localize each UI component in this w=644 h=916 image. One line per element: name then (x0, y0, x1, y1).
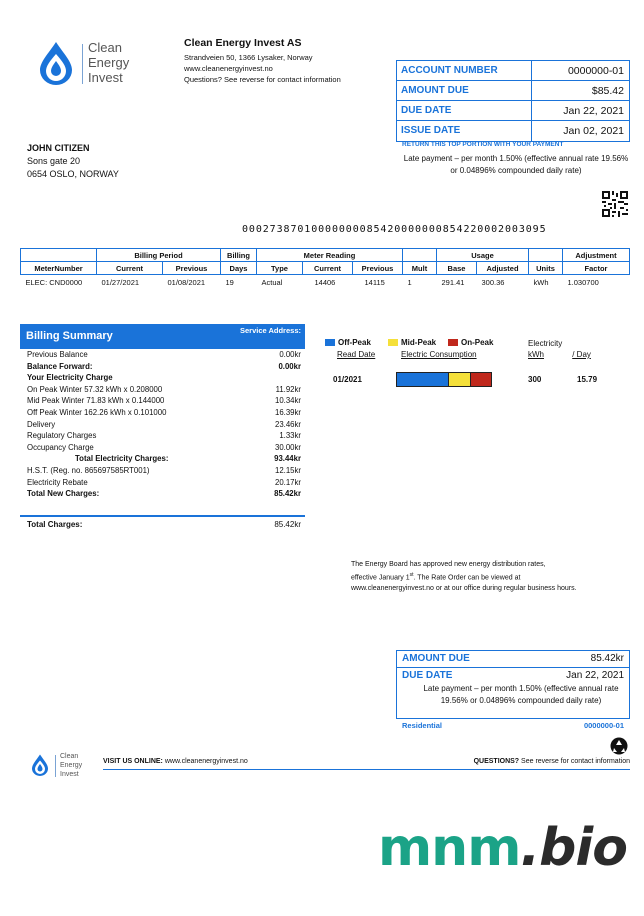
cell: 300.36 (481, 277, 505, 287)
visit-url[interactable]: www.cleanenergyinvest.no (164, 758, 248, 765)
company-name: Clean Energy Invest AS (184, 37, 302, 49)
summary-line-label: Delivery (27, 419, 56, 429)
summary-line-value: 20.17kr (274, 477, 301, 487)
account-row (397, 61, 629, 81)
return-note: RETURN THIS TOP PORTION WITH YOUR PAYMENT (402, 141, 564, 148)
legend-off-peak (325, 338, 371, 347)
stub-date-row (397, 668, 629, 683)
board-line2a: effective January 1 (351, 574, 410, 582)
issue-date-label: ISSUE DATE (397, 121, 532, 141)
company-website[interactable]: www.cleanenergyinvest.no (184, 64, 273, 73)
col-reading-current: Current (303, 262, 353, 275)
stub-date-value: Jan 22, 2021 (566, 670, 624, 681)
stub-amount-label: AMOUNT DUE (402, 653, 470, 664)
summary-line (27, 395, 301, 407)
col-base: Base (437, 262, 477, 275)
group-header-billing-period: Billing Period (97, 249, 221, 262)
summary-line-value: 0.00kr (279, 350, 301, 359)
account-type: Residential (402, 721, 443, 730)
logo-line3: Invest (88, 70, 123, 85)
cell: 1.030700 (567, 277, 599, 287)
table-column-header-row (21, 262, 630, 275)
off-peak-segment (397, 373, 449, 386)
summary-line-value: 85.42kr (274, 489, 301, 499)
energy-board-note (351, 559, 626, 594)
total-charges-value: 85.42kr (274, 520, 301, 529)
summary-line-label: H.S.T. (Reg. no. 865697585RT001) (27, 465, 150, 475)
cell: 1 (407, 277, 412, 287)
group-header-blank2 (403, 249, 437, 262)
summary-line (27, 453, 301, 465)
total-charges-row (27, 520, 301, 529)
watermark-part2: .bio (520, 818, 627, 878)
due-date-label: DUE DATE (397, 101, 532, 120)
footer-logo-line1: Clean (60, 753, 79, 760)
group-header-meter-reading: Meter Reading (257, 249, 403, 262)
legend-mid-peak (388, 338, 436, 347)
legend-label: On-Peak (461, 338, 494, 347)
summary-line-value: 30.00kr (274, 442, 301, 452)
col-mult: Mult (403, 262, 437, 275)
total-charges-label: Total Charges: (27, 520, 83, 529)
group-header-blank (21, 249, 97, 262)
kwh-header (528, 338, 591, 360)
cell: 01/08/2021 (167, 277, 206, 287)
qr-code-icon (602, 191, 628, 217)
summary-line-label: On Peak Winter 57.32 kWh x 0.208000 (27, 384, 163, 394)
summary-line (27, 361, 301, 373)
summary-line (27, 384, 301, 396)
amount-due-value: $85.42 (591, 85, 624, 97)
summary-line-value: 0.00kr (278, 361, 301, 371)
water-drop-logo-icon (36, 40, 76, 86)
cell: 01/27/2021 (101, 277, 140, 287)
visit-label: VISIT US ONLINE: (103, 758, 163, 765)
company-address: Strandveien 50, 1366 Lysaker, Norway (184, 53, 313, 62)
legend-on-peak (448, 338, 493, 347)
account-row (397, 121, 629, 141)
summary-line-value: 93.44kr (274, 454, 301, 464)
customer-address (27, 142, 119, 181)
watermark (378, 818, 627, 878)
kwh-header-line2: kWh (528, 350, 544, 359)
summary-line (27, 442, 301, 454)
questions-text: See reverse for contact information (521, 758, 630, 765)
stub-late-note: Late payment – per month 1.50% (effective annual rate 19.56% or 0.04896% compounded daily rate) (423, 684, 619, 705)
col-previous: Previous (163, 262, 221, 275)
summary-line-value: 11.92kr (275, 384, 301, 394)
water-drop-logo-icon (30, 752, 50, 778)
barcode-number: 00027387010000000085420000000854220002003095 (242, 224, 547, 235)
table-row (21, 275, 630, 290)
summary-line-label: Balance Forward: (27, 361, 93, 371)
account-summary-box (396, 60, 630, 142)
account-row (397, 81, 629, 101)
cell: 14115 (364, 277, 385, 287)
summary-line-label: Mid Peak Winter 71.83 kWh x 0.144000 (27, 396, 165, 406)
summary-line-value: 12.15kr (274, 465, 301, 475)
perday-header: / Day (572, 350, 591, 359)
summary-line (27, 349, 301, 361)
group-header-billing: Billing (221, 249, 257, 262)
summary-line-label: Occupancy Charge (27, 442, 94, 452)
footer-logo-line2: Energy (60, 762, 83, 769)
customer-name: JOHN CITIZEN (27, 143, 90, 153)
summary-line (27, 430, 301, 442)
cell: 19 (225, 277, 234, 287)
legend-label: Mid-Peak (401, 338, 437, 347)
logo-line2: Energy (88, 55, 130, 70)
stub-date-label: DUE DATE (402, 670, 453, 681)
group-header-blank3 (529, 249, 563, 262)
company-questions: Questions? See reverse for contact information (184, 75, 341, 84)
col-meter-number: MeterNumber (21, 262, 97, 275)
cell: 291.41 (441, 277, 465, 287)
stub-amount-row (397, 651, 629, 668)
consumption-header: Electric Consumption (401, 350, 477, 359)
summary-line-label: Off Peak Winter 162.26 kWh x 0.101000 (27, 407, 167, 417)
service-address-label: Service Address: (164, 324, 305, 348)
board-line2b: . The Rate Order can be viewed at (413, 574, 521, 582)
kwh-header-line1: Electricity (528, 339, 563, 348)
summary-line-value: 10.34kr (274, 396, 301, 406)
company-info (184, 38, 341, 85)
account-number-value: 0000000-01 (567, 65, 624, 77)
off-peak-swatch (325, 339, 335, 346)
summary-line-label: Regulatory Charges (27, 431, 97, 441)
group-header-adjustment: Adjustment (563, 249, 630, 262)
summary-line-label: Electricity Rebate (27, 477, 88, 487)
consumption-bar (396, 372, 492, 387)
cell: Actual (261, 277, 283, 287)
issue-date-value: Jan 02, 2021 (563, 125, 624, 137)
legend-label: Off-Peak (338, 338, 371, 347)
company-logo (36, 40, 146, 86)
divider (20, 515, 305, 517)
cell: kWh (533, 277, 549, 287)
summary-line-label: Your Electricity Charge (27, 373, 113, 383)
due-date-value: Jan 22, 2021 (563, 105, 624, 117)
footer-logo-line3: Invest (60, 771, 79, 778)
mid-peak-swatch (388, 339, 398, 346)
late-payment-note: Late payment – per month 1.50% (effective annual rate 19.56% or 0.04896% compounded daily rate) (403, 154, 629, 175)
billing-summary-lines (27, 349, 301, 500)
summary-line-value: 16.39kr (274, 407, 301, 417)
summary-line (27, 419, 301, 431)
on-peak-segment (471, 373, 491, 386)
col-adjusted: Adjusted (477, 262, 529, 275)
board-line1: The Energy Board has approved new energy distribution rates, (351, 561, 546, 568)
customer-street: Sons gate 20 (27, 156, 81, 166)
summary-line (27, 465, 301, 477)
summary-line-value: 23.46kr (274, 419, 301, 429)
summary-line (27, 407, 301, 419)
col-units: Units (529, 262, 563, 275)
board-line3: www.cleanenergyinvest.no or at our office during regular business hours. (351, 585, 577, 593)
table-group-header-row (21, 249, 630, 262)
col-reading-previous: Previous (353, 262, 403, 275)
read-period: 01/2021 (333, 375, 362, 384)
on-peak-swatch (448, 339, 458, 346)
kwh-value: 300 (528, 375, 542, 384)
account-row (397, 101, 629, 121)
read-date-header: Read Date (337, 350, 376, 359)
payment-stub-box (396, 650, 630, 719)
footer-bar (103, 758, 630, 770)
meter-reading-table (20, 248, 630, 290)
summary-line (27, 477, 301, 489)
summary-line-value: 1.33kr (279, 431, 301, 441)
stub-amount-value: 85.42kr (590, 653, 624, 664)
amount-due-label: AMOUNT DUE (397, 81, 532, 100)
stub-account-number: 0000000-01 (583, 721, 624, 730)
billing-summary-title: Billing Summary (20, 324, 164, 348)
col-current: Current (97, 262, 163, 275)
board-line2sup: st (409, 572, 414, 578)
col-factor: Factor (563, 262, 630, 275)
recycle-icon (610, 737, 628, 755)
summary-line-label: Total New Charges: (27, 489, 100, 499)
summary-line (27, 488, 301, 500)
summary-line-label: Total Electricity Charges: (75, 454, 169, 464)
mid-peak-segment (449, 373, 472, 386)
footer-logo (30, 752, 100, 780)
cell: ELEC: CND0000 (25, 277, 83, 287)
questions-label: QUESTIONS? (473, 758, 520, 765)
account-number-label: ACCOUNT NUMBER (397, 61, 532, 80)
watermark-part1: mnm (378, 818, 521, 878)
summary-line (27, 372, 301, 384)
col-days: Days (221, 262, 257, 275)
group-header-usage: Usage (437, 249, 529, 262)
summary-line-label: Previous Balance (27, 350, 88, 359)
perday-value: 15.79 (577, 375, 598, 384)
cell: 14406 (314, 277, 336, 287)
customer-city: 0654 OSLO, NORWAY (27, 169, 119, 179)
logo-line1: Clean (88, 40, 122, 55)
col-type: Type (257, 262, 303, 275)
